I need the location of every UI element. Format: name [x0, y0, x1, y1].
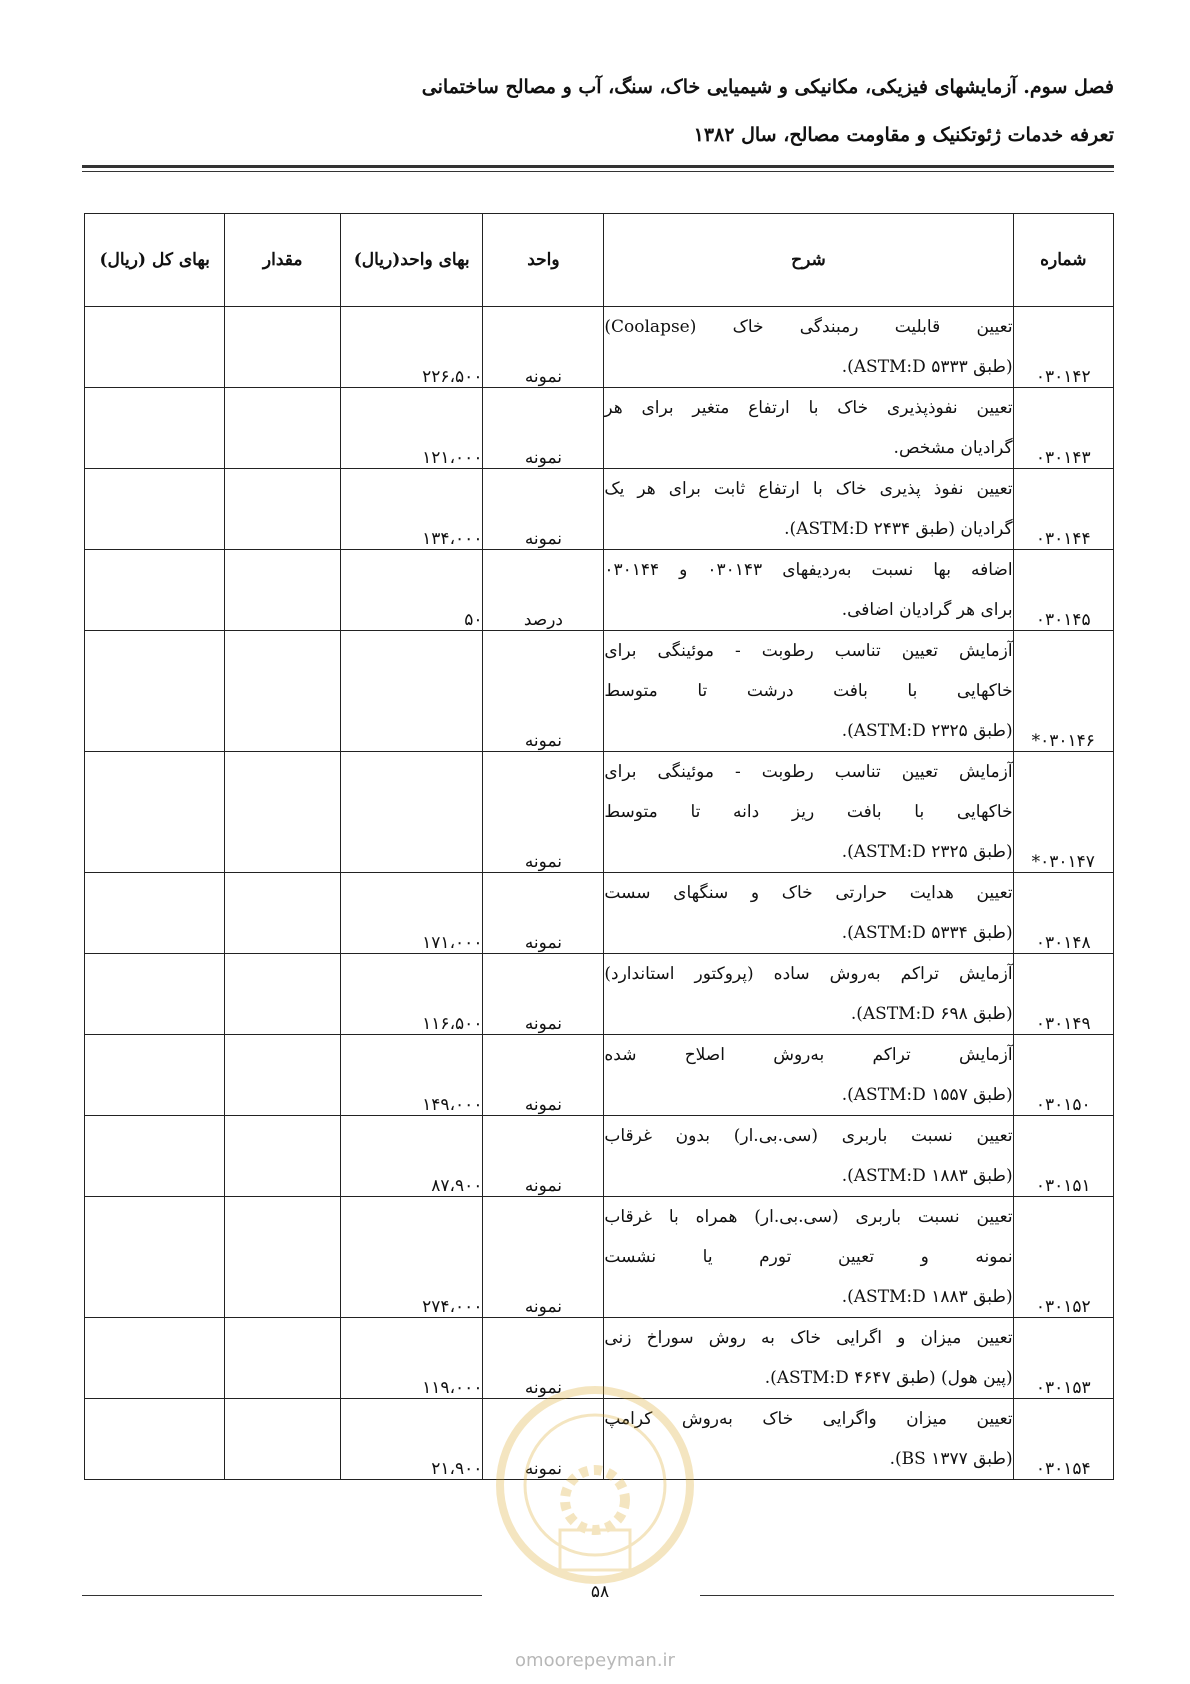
row-number: ۰۳۰۱۴۴ — [1013, 469, 1113, 550]
row-total-price — [85, 752, 225, 873]
row-quantity — [225, 550, 341, 631]
row-total-price — [85, 388, 225, 469]
description-line: تعیین قابلیت رمبندگی خاک (Coolapse) — [604, 317, 1013, 337]
table-row — [85, 954, 1114, 1035]
table-row — [85, 1116, 1114, 1197]
table-row — [85, 1399, 1114, 1480]
row-unit: نمونه — [483, 954, 604, 1035]
header-rule-thin — [82, 171, 1114, 172]
header-unit: واحد — [483, 214, 604, 307]
header-rule — [82, 165, 1114, 168]
row-quantity — [225, 307, 341, 388]
row-unit: درصد — [483, 550, 604, 631]
description-line: (طبق ASTM:D ۱۸۸۳). — [841, 1287, 1013, 1307]
row-unit-price: ۲۱،۹۰۰ — [340, 1399, 483, 1480]
row-unit: نمونه — [483, 388, 604, 469]
row-number: ۰۳۰۱۴۷* — [1013, 752, 1113, 873]
row-number: ۰۳۰۱۵۳ — [1013, 1318, 1113, 1399]
description-line: (طبق ASTM:D ۲۳۲۵). — [841, 842, 1013, 862]
row-unit: نمونه — [483, 469, 604, 550]
row-quantity — [225, 1035, 341, 1116]
description-line: خاکهایی با بافت درشت تا متوسط — [604, 681, 1013, 701]
row-unit: نمونه — [483, 1399, 604, 1480]
description-line: تعیین نفوذپذیری خاک با ارتفاع متغیر برای هر — [604, 398, 1013, 418]
description-line: تعیین نفوذ پذیری خاک با ارتفاع ثابت برای هر یک — [604, 479, 1013, 499]
row-unit: نمونه — [483, 307, 604, 388]
row-total-price — [85, 1318, 225, 1399]
row-description — [604, 1197, 1013, 1318]
tariff-table — [84, 213, 1114, 1480]
row-total-price — [85, 1399, 225, 1480]
row-description — [604, 469, 1013, 550]
description-line: (طبق ASTM:D ۶۹۸). — [850, 1004, 1013, 1024]
description-line: (طبق ASTM:D ۵۳۳۴). — [841, 923, 1013, 943]
row-description — [604, 954, 1013, 1035]
description-line: آزمایش تراکم به‌روش اصلاح شده — [604, 1045, 1013, 1065]
table-row — [85, 752, 1114, 873]
row-unit: نمونه — [483, 631, 604, 752]
footer-rule-left — [82, 1595, 482, 1596]
description-line: خاکهایی با بافت ریز دانه تا متوسط — [604, 802, 1013, 822]
row-unit-price: ۵۰ — [340, 550, 483, 631]
row-unit-price: ۱۲۱،۰۰۰ — [340, 388, 483, 469]
description-line: آزمایش تعیین تناسب رطوبت - موئینگی برای — [604, 762, 1013, 782]
row-total-price — [85, 631, 225, 752]
row-quantity — [225, 1399, 341, 1480]
description-line: آزمایش تعیین تناسب رطوبت - موئینگی برای — [604, 641, 1013, 661]
row-number: ۰۳۰۱۴۸ — [1013, 873, 1113, 954]
description-line: نمونه و تعیین تورم یا نشست — [604, 1247, 1013, 1267]
description-line: (طبق ASTM:D ۱۸۸۳). — [841, 1166, 1013, 1186]
table-header-row — [85, 214, 1114, 307]
row-total-price — [85, 954, 225, 1035]
description-line: تعیین هدایت حرارتی خاک و سنگهای سست — [604, 883, 1013, 903]
row-quantity — [225, 954, 341, 1035]
row-description — [604, 307, 1013, 388]
row-unit-price — [340, 752, 483, 873]
header-total-price: بهای کل (ریال) — [85, 214, 225, 307]
footer-rule-right — [700, 1595, 1114, 1596]
row-unit-price: ۱۴۹،۰۰۰ — [340, 1035, 483, 1116]
page-number: ۵۸ — [590, 1582, 610, 1602]
row-unit: نمونه — [483, 1035, 604, 1116]
row-unit-price: ۸۷،۹۰۰ — [340, 1116, 483, 1197]
description-line: (پین هول) (طبق ASTM:D ۴۶۴۷). — [764, 1368, 1013, 1388]
description-line: تعیین میزان و اگرایی خاک به روش سوراخ زنی — [604, 1328, 1013, 1348]
row-number: ۰۳۰۱۵۴ — [1013, 1399, 1113, 1480]
row-description — [604, 1399, 1013, 1480]
page-header — [76, 72, 1114, 150]
row-unit-price: ۲۷۴،۰۰۰ — [340, 1197, 483, 1318]
description-line: تعیین نسبت باربری (سی.بی.ار) همراه با غرقاب — [604, 1207, 1013, 1227]
description-line: تعیین نسبت باربری (سی.بی.ار) بدون غرقاب — [604, 1126, 1013, 1146]
description-line: (طبق BS ۱۳۷۷). — [889, 1449, 1013, 1469]
row-number: ۰۳۰۱۴۶* — [1013, 631, 1113, 752]
row-description — [604, 1318, 1013, 1399]
description-line: تعیین میزان واگرایی خاک به‌روش کرامپ — [604, 1409, 1013, 1429]
row-quantity — [225, 1116, 341, 1197]
row-unit: نمونه — [483, 752, 604, 873]
row-quantity — [225, 1318, 341, 1399]
row-number: ۰۳۰۱۴۳ — [1013, 388, 1113, 469]
row-unit-price: ۱۳۴،۰۰۰ — [340, 469, 483, 550]
row-unit-price: ۲۲۶،۵۰۰ — [340, 307, 483, 388]
row-total-price — [85, 550, 225, 631]
row-quantity — [225, 388, 341, 469]
header-quantity: مقدار — [225, 214, 341, 307]
row-total-price — [85, 1035, 225, 1116]
row-quantity — [225, 631, 341, 752]
row-description — [604, 873, 1013, 954]
row-unit: نمونه — [483, 1318, 604, 1399]
row-unit: نمونه — [483, 873, 604, 954]
table-row — [85, 1035, 1114, 1116]
row-unit-price: ۱۱۶،۵۰۰ — [340, 954, 483, 1035]
row-total-price — [85, 873, 225, 954]
row-quantity — [225, 1197, 341, 1318]
row-unit: نمونه — [483, 1116, 604, 1197]
row-quantity — [225, 469, 341, 550]
table-row — [85, 1197, 1114, 1318]
row-total-price — [85, 469, 225, 550]
row-number: ۰۳۰۱۵۲ — [1013, 1197, 1113, 1318]
description-line: (طبق ASTM:D ۱۵۵۷). — [841, 1085, 1013, 1105]
description-line: گرادیان مشخص. — [893, 438, 1013, 458]
row-description — [604, 1035, 1013, 1116]
table-row — [85, 550, 1114, 631]
row-total-price — [85, 307, 225, 388]
chapter-title: فصل سوم. آزمایشهای فیزیکی، مکانیکی و شیمیایی خاک، سنگ، آب و مصالح ساختمانی — [421, 76, 1114, 98]
row-total-price — [85, 1116, 225, 1197]
header-unit-price: بهای واحد(ریال) — [340, 214, 483, 307]
description-line: (طبق ASTM:D ۲۳۲۵). — [841, 721, 1013, 741]
row-unit-price: ۱۷۱،۰۰۰ — [340, 873, 483, 954]
table-row — [85, 1318, 1114, 1399]
row-description — [604, 752, 1013, 873]
description-line: اضافه بها نسبت به‌ردیفهای ۰۳۰۱۴۳ و ۰۳۰۱۴۴ — [604, 560, 1013, 580]
row-number: ۰۳۰۱۴۵ — [1013, 550, 1113, 631]
description-line: برای هر گرادیان اضافی. — [841, 600, 1013, 620]
row-total-price — [85, 1197, 225, 1318]
table-row — [85, 469, 1114, 550]
row-description — [604, 631, 1013, 752]
description-line: (طبق ASTM:D ۵۳۳۳). — [841, 357, 1013, 377]
table-row — [85, 631, 1114, 752]
document-subtitle: تعرفه خدمات ژئوتکنیک و مقاومت مصالح، سال ۱۳۸۲ — [693, 124, 1114, 146]
row-description — [604, 550, 1013, 631]
row-description — [604, 1116, 1013, 1197]
row-number: ۰۳۰۱۵۱ — [1013, 1116, 1113, 1197]
header-number: شماره — [1013, 214, 1113, 307]
description-line: گرادیان (طبق ASTM:D ۲۴۳۴). — [784, 519, 1013, 539]
row-quantity — [225, 873, 341, 954]
header-description: شرح — [604, 214, 1013, 307]
site-watermark: omoorepeyman.ir — [515, 1650, 675, 1671]
table-row — [85, 873, 1114, 954]
row-unit-price: ۱۱۹،۰۰۰ — [340, 1318, 483, 1399]
table-row — [85, 307, 1114, 388]
row-description — [604, 388, 1013, 469]
row-number: ۰۳۰۱۵۰ — [1013, 1035, 1113, 1116]
row-unit: نمونه — [483, 1197, 604, 1318]
row-number: ۰۳۰۱۴۲ — [1013, 307, 1113, 388]
row-unit-price — [340, 631, 483, 752]
row-quantity — [225, 752, 341, 873]
row-number: ۰۳۰۱۴۹ — [1013, 954, 1113, 1035]
table-body — [85, 307, 1114, 1480]
table-row — [85, 388, 1114, 469]
description-line: آزمایش تراکم به‌روش ساده (پروکتور استاندارد) — [604, 964, 1013, 984]
